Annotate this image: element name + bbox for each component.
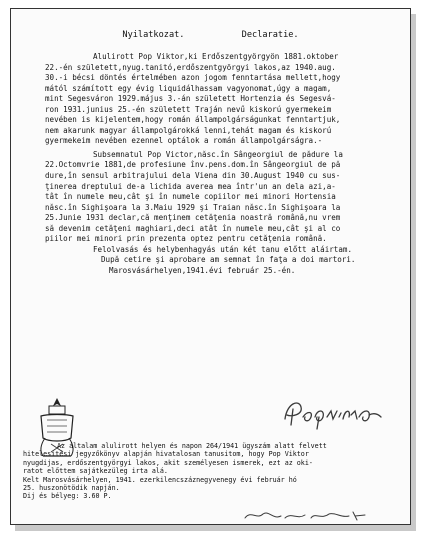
footer-line: hitelesitési jegyzőkönyv alapján hivatalosan tanusitom, hogy Pop Viktor [23,450,309,459]
romanian-paragraph [45,150,396,245]
notary-signature [241,506,371,524]
text-line: tât în numele meu,cât şi în numele copiilor mei minori Hortensia [45,192,336,202]
header-title-romanian: Declaratie. [241,30,299,40]
footer-line: Kelt Marosvásárhelyen, 1941. ezerkilencszáznegyvenegy évi február hó [23,475,297,484]
footer-line: 25. huszonötödik napján. [23,483,120,492]
text-line: gyermekeim nevében ezennel optálok a román állampolgárságra.- [45,136,323,146]
text-line: ţinerea dreptului de-a lichida averea mea într'un an dela azi,a- [45,181,336,191]
text-line: născ.în Sighişoara la 3.Maiu 1929 şi Traian născ.în Sighişoara la [45,202,341,212]
closing-lines [45,245,396,277]
text-line: mint Segesváron 1929.május 3.-án született Hortenzia és Segesvá- [45,94,336,104]
declaration-body [45,52,396,276]
document-header [11,30,410,40]
notary-certification [23,442,403,501]
text-line: nem akarunk magyar állampolgárokká lenni,tehát magam és kiskorú [45,125,332,135]
hungarian-paragraph [45,52,396,147]
text-line: 25.Junie 1931 declar,că menţinem cetăţenia noastră română,nu vrem [45,213,341,223]
text-line: piilor mei minori prin prezenta optez pentru cetăţenia română. [45,234,327,244]
text-line: dure,în sensul arbitrajului dela Viena din 30.August 1940 cu sus- [45,171,341,181]
text-line: 30.-i bécsi döntés értelmében azon jogom fenntartása mellett,hogy [45,73,341,83]
closing-line-romanian: După cetire şi aprobare am semnat în faţa a doi martori. [101,255,356,265]
text-line: mától számított egy évig liquidálhassam vagyonomat,úgy a magam, [45,83,332,93]
footer-line: Az általam alulirott helyen és napon 264/1941 ügyszám alatt felvett [57,442,327,450]
header-title-hungarian: Nyilatkozat. [122,30,185,40]
footer-line: nyugdijas, erdőszentgyörgyi lakos, akit személyesen ismerek, ezt az oki- [23,458,313,467]
text-line: ron 1931.junius 25.-én született Traján nevű kiskorú gyermekeim [45,104,332,114]
text-line: Alulirott Pop Viktor,ki Erdőszentgyörgyön 1881.oktober [93,52,339,61]
footer-line: ratot előttem sajátkezüleg irta alá. [23,467,168,476]
text-line: 22.-én született,nyug.tanitó,erdőszentgyörgyi lakos,az 1940.aug. [45,62,336,72]
document-page [10,8,411,525]
text-line: Subsemnatul Pop Victor,născ.în Sângeorgiul de pădure la [93,149,343,159]
text-line: nevében is kijelentem,hogy román állampolgárságunkat fenntartjuk, [45,115,341,125]
text-line: 22.Octomvrie 1881,de profesiune înv.pens.dom.în Sângeorgiul de pă [45,160,341,170]
closing-line-hungarian: Felolvasás és helybenhagyás után két tanu előtt aláirtam. [93,244,352,254]
text-line: să devenim cetăţeni maghiari,deci atât în numele meu,cât şi al co [45,223,341,233]
footer-line: Dij és bélyeg: 3.60 P. [23,492,112,501]
place-and-date: Marosvásárhelyen,1941.évi február 25.-én. [109,265,296,275]
handwritten-signature [281,395,385,433]
